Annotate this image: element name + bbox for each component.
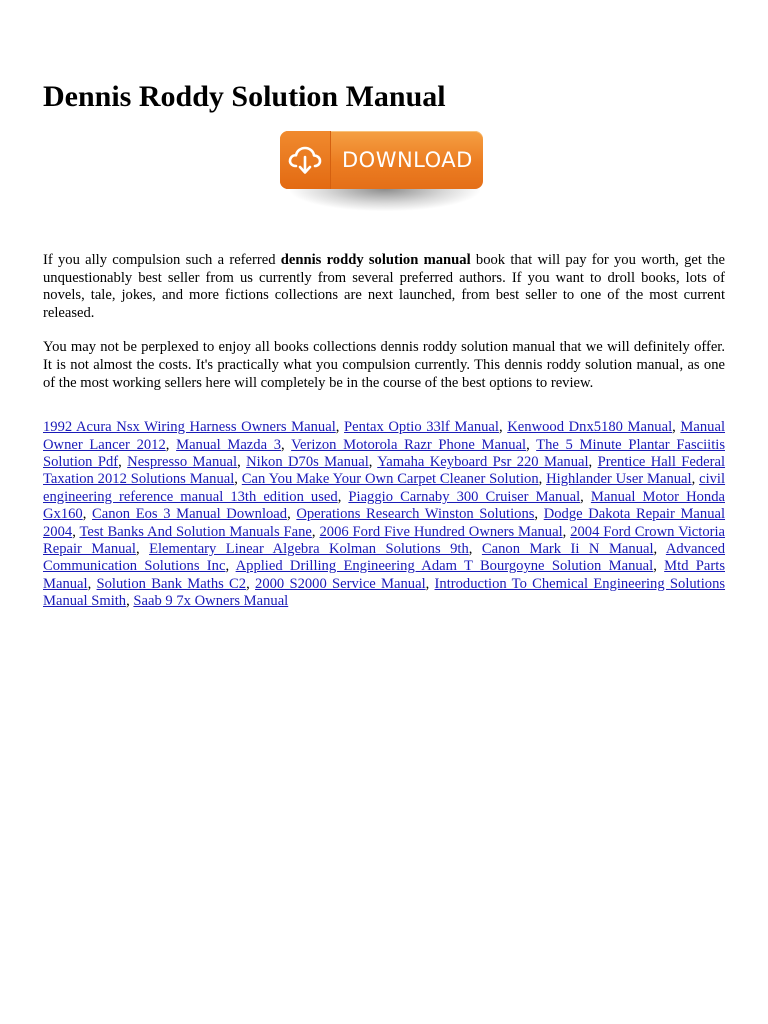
related-link[interactable]: Yamaha Keyboard Psr 220 Manual (377, 453, 589, 470)
related-link[interactable]: Solution Bank Maths C2 (96, 575, 247, 592)
link-separator: , (468, 541, 482, 557)
link-separator: , (118, 453, 128, 470)
related-link[interactable]: 2004 Ford Crown Victoria Repair Manual (43, 523, 726, 557)
page-title: Dennis Roddy Solution Manual (43, 80, 446, 113)
related-link[interactable]: Can You Make Your Own Carpet Cleaner Solution (241, 471, 539, 488)
link-separator: , (425, 575, 435, 592)
link-separator: , (498, 419, 508, 436)
link-separator: , (653, 558, 665, 575)
link-separator: , (672, 419, 681, 436)
related-link[interactable]: Manual Mazda 3 (176, 436, 282, 453)
related-link[interactable]: 2006 Ford Five Hundred Owners Manual (319, 523, 563, 540)
link-separator: , (562, 523, 571, 540)
related-link[interactable]: civil engineering reference manual 13th edition used (43, 471, 726, 505)
link-separator: , (653, 541, 666, 557)
link-separator: , (72, 523, 80, 540)
link-separator: , (234, 471, 242, 488)
related-link[interactable]: Canon Eos 3 Manual Download (92, 506, 288, 523)
download-button-shadow (290, 189, 480, 211)
related-link[interactable]: Highlander User Manual (546, 471, 692, 488)
download-button[interactable] (280, 131, 483, 189)
related-link[interactable]: Prentice Hall Federal Taxation 2012 Solutions Manual (43, 453, 726, 488)
related-link[interactable]: Saab 9 7x Owners Manual (133, 593, 289, 610)
related-link[interactable]: Advanced Communication Solutions Inc (43, 541, 726, 575)
link-separator: , (82, 506, 92, 523)
related-link[interactable]: Applied Drilling Engineering Adam T Bourgoyne Solution Manual (235, 558, 654, 575)
intro-bold-phrase: dennis roddy solution manual (280, 252, 471, 268)
link-separator: , (691, 471, 700, 488)
second-paragraph: You may not be perplexed to enjoy all books collections dennis roddy solution manual that we will definitely offer. It is not almost the costs. It's practically what you compulsion currently. This dennis roddy solution manual, as one of the most working sellers here will completely be in the course of the best options to review. (43, 339, 725, 391)
download-button-label: DOWNLOAD (342, 148, 473, 172)
link-separator: , (335, 419, 345, 436)
link-separator: , (534, 506, 544, 523)
related-link[interactable]: Operations Research Winston Solutions (296, 506, 535, 523)
link-separator: , (246, 575, 256, 592)
intro-text-before: If you ally compulsion such a referred (43, 252, 281, 268)
link-separator: , (87, 575, 97, 592)
link-separator: , (281, 436, 292, 453)
intro-text-after: book that will pay for you worth, get the unquestionably best seller from us currently from several preferred authors. If you want to droll books, lots of novels, tale, jokes, and more fictions collections are next launched, from best seller to one of the most current released. (43, 252, 726, 321)
link-separator: , (165, 436, 177, 453)
related-link[interactable]: The 5 Minute Plantar Fasciitis Solution Pdf (43, 436, 725, 470)
cloud-download-icon (287, 142, 323, 178)
related-link[interactable]: Pentax Optio 33lf Manual (344, 419, 499, 436)
related-link[interactable]: Nespresso Manual (127, 453, 238, 470)
related-link[interactable]: Verizon Motorola Razr Phone Manual (291, 436, 527, 453)
related-link[interactable]: 1992 Acura Nsx Wiring Harness Owners Manual (43, 419, 336, 436)
download-icon-box (280, 131, 331, 189)
link-separator: , (368, 453, 378, 470)
link-separator: , (337, 488, 349, 505)
related-link[interactable]: Kenwood Dnx5180 Manual (507, 419, 673, 436)
related-link[interactable]: Manual Motor Honda Gx160 (43, 488, 725, 523)
link-separator: , (538, 471, 547, 488)
related-link[interactable]: Mtd Parts Manual (43, 558, 725, 592)
link-separator: , (526, 436, 537, 453)
related-links (43, 419, 725, 610)
link-separator: , (225, 558, 236, 575)
download-area (280, 131, 485, 221)
link-separator: , (135, 541, 150, 557)
related-link[interactable]: Nikon D70s Manual (246, 453, 369, 470)
link-separator: , (287, 506, 297, 523)
link-separator: , (588, 453, 598, 470)
related-link[interactable]: Introduction To Chemical Engineering Solutions Manual Smith (43, 575, 726, 610)
related-link[interactable]: 2000 S2000 Service Manual (255, 575, 426, 592)
related-link[interactable]: Dodge Dakota Repair Manual 2004 (43, 506, 726, 540)
related-link[interactable]: Manual Owner Lancer 2012 (43, 419, 726, 453)
related-link[interactable]: Elementary Linear Algebra Kolman Solutions 9th (149, 541, 469, 557)
related-link[interactable]: Canon Mark Ii N Manual (481, 541, 654, 557)
intro-paragraph (43, 252, 725, 322)
related-link[interactable]: Piaggio Carnaby 300 Cruiser Manual (348, 488, 581, 505)
link-separator: , (237, 453, 247, 470)
link-separator: , (311, 523, 320, 540)
link-separator: , (580, 488, 591, 505)
related-link[interactable]: Test Banks And Solution Manuals Fane (79, 523, 312, 540)
link-separator: , (126, 593, 134, 610)
